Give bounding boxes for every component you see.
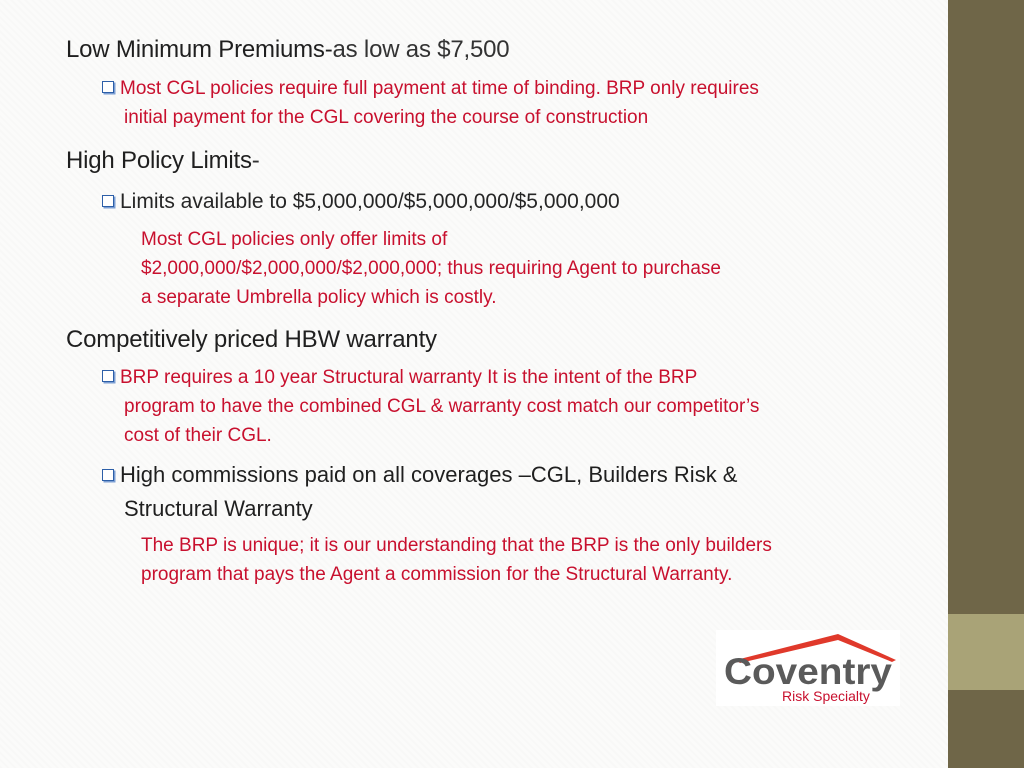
premiums-bullet-line-2: initial payment for the CGL covering the course of construction (124, 107, 649, 128)
coventry-logo-graphic (716, 630, 900, 706)
hollow-square-bullet-icon (102, 195, 114, 207)
heading-premiums-value: as low as $7,500 (332, 36, 510, 63)
commissions-note-line-2: program that pays the Agent a commission for the Structural Warranty. (141, 564, 733, 585)
sidebar-upper-band (948, 0, 1024, 614)
coventry-logo (716, 630, 900, 706)
premiums-bullet-line-1: Most CGL policies require full payment at time of binding. BRP only requires (120, 78, 759, 99)
logo-tagline-text: Risk Specialty (782, 688, 870, 704)
limits-bullet-text: Limits available to $5,000,000/$5,000,000/$5,000,000 (120, 190, 620, 213)
commissions-note-line-1: The BRP is unique; it is our understanding that the BRP is the only builders (141, 535, 772, 556)
limits-bullet (102, 190, 620, 214)
sidebar-decoration (948, 0, 1024, 768)
heading-premiums-label: Low Minimum Premiums- (66, 36, 333, 63)
logo-brand-text: Coventry (724, 651, 893, 692)
commissions-bullet-line-2: Structural Warranty (124, 496, 313, 521)
warranty-bullet-line-1: BRP requires a 10 year Structural warranty It is the intent of the BRP (120, 367, 698, 388)
hollow-square-bullet-icon (102, 469, 114, 481)
heading-limits-suffix: - (251, 147, 260, 174)
hollow-square-bullet-icon (102, 81, 114, 93)
warranty-bullet-line-3: cost of their CGL. (124, 425, 272, 446)
heading-high-policy-limits (66, 147, 260, 175)
heading-limits-label: High Policy Limits (66, 147, 252, 174)
commissions-bullet-line-1: High commissions paid on all coverages –CGL, Builders Risk & (120, 462, 738, 487)
limits-note-line-1: Most CGL policies only offer limits of (141, 229, 448, 250)
heading-low-minimum-premiums (66, 36, 509, 64)
sidebar-accent-band (948, 614, 1024, 690)
commissions-bullet (102, 462, 737, 488)
premiums-bullet (102, 78, 759, 100)
heading-hbw-warranty: Competitively priced HBW warranty (66, 326, 437, 353)
limits-note-line-2: $2,000,000/$2,000,000/$2,000,000; thus requiring Agent to purchase (141, 258, 721, 279)
warranty-bullet (102, 367, 697, 389)
warranty-bullet-line-2: program to have the combined CGL & warranty cost match our competitor’s (124, 396, 760, 417)
hollow-square-bullet-icon (102, 370, 114, 382)
limits-note-line-3: a separate Umbrella policy which is costly. (141, 287, 497, 308)
sidebar-lower-band (948, 690, 1024, 768)
